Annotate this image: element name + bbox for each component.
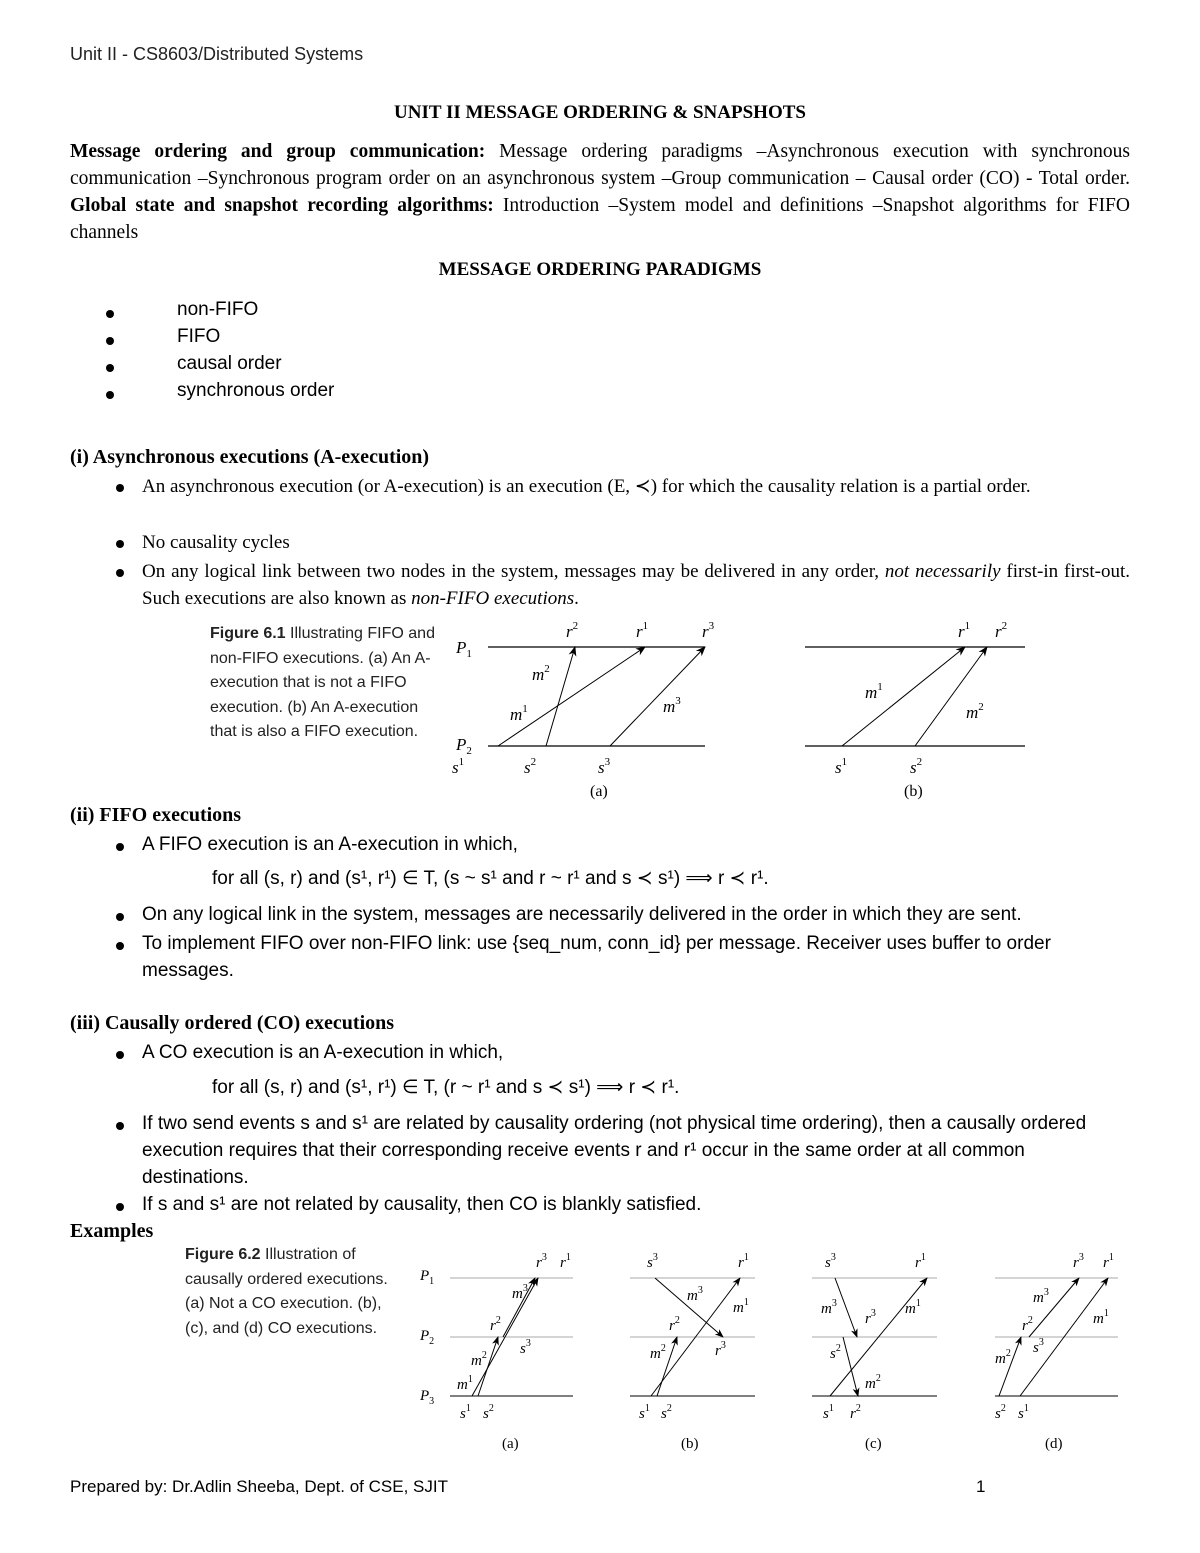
co-bullet-2: If two send events s and s¹ are related by causality ordering (not physical time ordering), then a causally ordered execution requires that their corresponding receive events r and r¹ occur in the same order at all common destinations. [142,1113,1087,1188]
p1-label: $P_1$ [420,1268,435,1287]
lbl-s3-d: $s^3$ [1033,1337,1044,1356]
syllabus-lead-1: Message ordering and group communication: [70,141,486,162]
sub-caption-b: (b) [681,1436,699,1452]
sub-caption-a: (a) [502,1436,519,1452]
lbl-m2-a: $m^2$ [471,1350,487,1369]
label-m2-a: $m^2$ [532,663,550,684]
figure-6-2-label: Figure 6.2 [185,1246,261,1263]
fifo-bullet-3: To implement FIFO over non-FIFO link: use {seq_num, conn_id} per message. Receiver uses buffer to order messages. [142,933,1051,981]
fifo-bullet-2: On any logical link in the system, messages are necessarily delivered in the order in which they are sent. [142,904,1022,925]
section-title: MESSAGE ORDERING PARADIGMS [438,259,762,280]
co-formula: for all (s, r) and (s¹, r¹) ∈ T, (r ~ r¹ and s ≺ s¹) ⟹ r ≺ r¹. [212,1077,680,1098]
figure-6-2-caption [185,1243,400,1341]
lbl-r2-c: $r^2$ [850,1403,861,1422]
list-item: FIFO [177,326,221,347]
async-b3-italic-2: non-FIFO executions [411,588,575,609]
lbl-m1-a: $m^1$ [457,1374,473,1393]
lbl-s1-a: $s^1$ [460,1403,471,1422]
msg-m2-c [843,1337,858,1396]
lbl-s2-d: $s^2$ [995,1403,1006,1422]
label-r1-b: $r^1$ [958,620,971,641]
async-bullet-1: An asynchronous execution (or A-execution) is an execution (E, ≺) for which the causality relation is a partial order. [142,476,1031,497]
co-bullet-1: A CO execution is an A-execution in which, [142,1042,504,1063]
label-m3-a: $m^3$ [663,695,681,716]
p2-label: $P_2$ [420,1328,435,1347]
lbl-r2-d: $r^2$ [1022,1315,1033,1334]
unit-title: UNIT II MESSAGE ORDERING & SNAPSHOTS [394,102,806,123]
msg-m3-b [655,1278,723,1337]
syllabus-paragraph [70,138,1130,246]
label-s1-a: $s^1$ [452,756,465,777]
lbl-m2-c: $m^2$ [865,1373,881,1392]
async-b3-text-2: first-in first-out. Such executions are also known as [142,561,1130,609]
figure-6-1-caption-text: Illustrating FIFO and non-FIFO executions. (a) An A-execution that is not a FIFO execution. (b) An A-execution that is also a FIFO execution. [210,625,435,740]
page-footer: Prepared by: Dr.Adlin Sheeba, Dept. of CSE, SJIT [70,1477,448,1496]
message-m1-b [842,647,965,746]
syllabus-text-1: Message ordering paradigms –Asynchronous execution with synchronous communication –Synchronous program order on an asynchronous system –Group communication – Causal order (CO) - Total order. [70,141,1130,189]
lbl-r1-b: $r^1$ [738,1252,749,1271]
label-r2-a: $r^2$ [566,620,579,641]
label-m1-a: $m^1$ [510,703,528,724]
lbl-m2-b: $m^2$ [650,1343,666,1362]
lbl-m2-d: $m^2$ [995,1348,1011,1367]
sub-caption-c: (c) [865,1436,882,1452]
figure-6-1-diagram [440,610,1040,805]
examples-heading: Examples [70,1220,154,1242]
label-r2-b: $r^2$ [995,620,1008,641]
lbl-r3-c: $r^3$ [865,1308,876,1327]
lbl-m3-b: $m^3$ [687,1285,703,1304]
message-m1 [498,647,645,746]
label-s2-a: $s^2$ [524,756,537,777]
co-bullet-3: If s and s¹ are not related by causality, then CO is blankly satisfied. [142,1194,702,1215]
msg-m3-c [835,1278,857,1337]
lbl-m1-c: $m^1$ [905,1298,921,1317]
sub-caption-a: (a) [590,783,608,800]
label-r3-a: $r^3$ [702,620,715,641]
page-header: Unit II - CS8603/Distributed Systems [70,44,364,64]
lbl-m3-c: $m^3$ [821,1298,837,1317]
figure-6-1-label: Figure 6.1 [210,625,286,642]
syllabus-text-2: Introduction –System model and definitions –Snapshot algorithms for FIFO channels [70,195,1130,243]
lbl-s3-a: $s^3$ [520,1338,531,1357]
async-bullet-2: No causality cycles [142,532,290,553]
label-s3-a: $s^3$ [598,756,611,777]
lbl-r1-d: $r^1$ [1103,1252,1114,1271]
figure-6-2-diagram [405,1245,1135,1460]
lbl-m3-a: $m^3$ [512,1283,528,1302]
lbl-s1-c: $s^1$ [823,1403,834,1422]
async-b3-text: On any logical link between two nodes in the system, messages may be delivered in any order, [142,561,885,582]
lbl-s2-c: $s^2$ [830,1343,841,1362]
lbl-s3-b: $s^3$ [647,1252,658,1271]
lbl-s1-d: $s^1$ [1018,1403,1029,1422]
co-heading: (iii) Causally ordered (CO) executions [70,1012,395,1034]
label-s1-b: $s^1$ [835,756,848,777]
lbl-m3-d: $m^3$ [1033,1287,1049,1306]
async-bullet-3 [142,558,1130,612]
lbl-m1-d: $m^1$ [1093,1308,1109,1327]
lbl-r2-a: $r^2$ [490,1315,501,1334]
msg-m3-d [1029,1278,1079,1337]
lbl-r1-a: $r^1$ [560,1252,571,1271]
lbl-r3-a: $r^3$ [536,1252,547,1271]
label-s2-b: $s^2$ [910,756,923,777]
fifo-heading: (ii) FIFO executions [70,804,242,826]
async-b3-end: . [574,588,579,609]
sub-caption-d: (d) [1045,1436,1063,1452]
list-item: causal order [177,353,282,374]
p1-label-a: $P_1$ [456,638,472,660]
message-m3 [610,647,705,746]
lbl-r3-d: $r^3$ [1073,1252,1084,1271]
fifo-bullet-1: A FIFO execution is an A-execution in which, [142,834,518,855]
async-b3-italic: not necessarily [884,561,1001,582]
message-m2-b [915,647,987,746]
figure-6-2-caption-text: Illustration of causally ordered executions. (a) Not a CO execution. (b), (c), and (d) CO executions. [185,1246,388,1337]
lbl-m1-b: $m^1$ [733,1297,749,1316]
async-heading: (i) Asynchronous executions (A-execution) [70,446,430,468]
lbl-r1-c: $r^1$ [915,1252,926,1271]
lbl-s1-b: $s^1$ [639,1403,650,1422]
lbl-r2-b: $r^2$ [669,1315,680,1334]
p3-label: $P_3$ [420,1388,435,1407]
fifo-formula: for all (s, r) and (s¹, r¹) ∈ T, (s ~ s¹ and r ~ r¹ and s ≺ s¹) ⟹ r ≺ r¹. [212,868,769,889]
label-r1-a: $r^1$ [636,620,649,641]
list-item: non-FIFO [177,299,259,320]
lbl-s2-a: $s^2$ [483,1403,494,1422]
label-m1-b: $m^1$ [865,681,883,702]
lbl-r3-b: $r^3$ [715,1340,726,1359]
figure-6-1-caption [210,622,440,745]
sub-caption-b: (b) [904,783,923,800]
syllabus-lead-2: Global state and snapshot recording algorithms: [70,195,494,216]
lbl-s3-c: $s^3$ [825,1252,836,1271]
label-m2-b: $m^2$ [966,701,984,722]
list-item: synchronous order [177,380,335,401]
lbl-s2-b: $s^2$ [661,1403,672,1422]
page-number: 1 [976,1477,986,1496]
p2-label-a: $P_2$ [456,735,472,757]
